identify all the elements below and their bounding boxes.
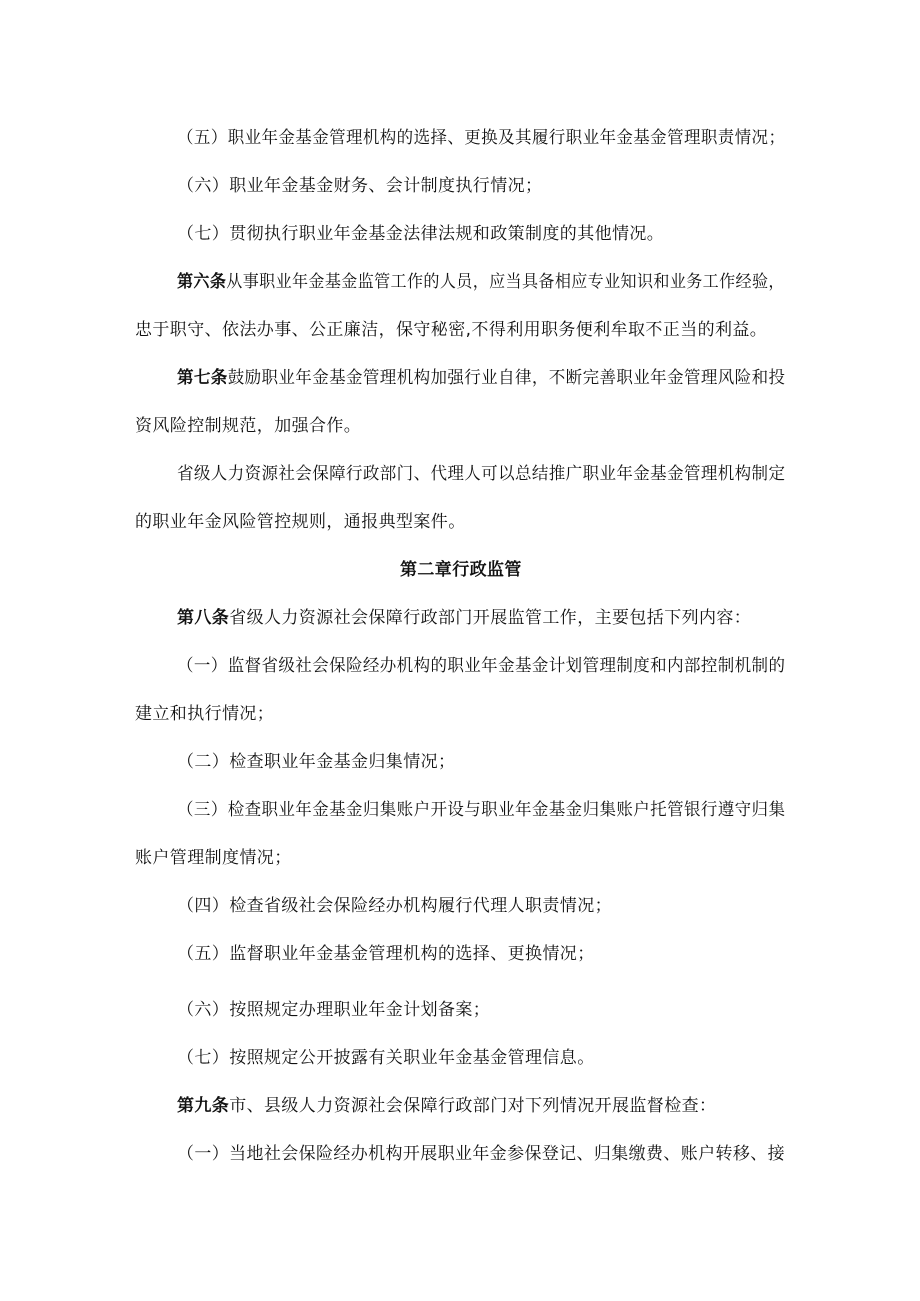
article-number: 第六条	[177, 272, 227, 292]
paragraph-line: （四）检查省级社会保险经办机构履行代理人职责情况；	[177, 896, 612, 916]
paragraph-line: （一）当地社会保险经办机构开展职业年金参保登记、归集缴费、账户转移、接	[177, 1144, 786, 1164]
article-number: 第七条	[177, 368, 228, 388]
article-9-first-line: 第九条市、县级人力资源社会保障行政部门对下列情况开展监督检查：	[177, 1096, 717, 1116]
paragraph-line: （二）检查职业年金基金归集情况；	[177, 752, 456, 772]
paragraph-line: 省级人力资源社会保障行政部门、代理人可以总结推广职业年金基金管理机构制定	[177, 464, 786, 484]
paragraph-line: （五）监督职业年金基金管理机构的选择、更换情况；	[177, 944, 595, 964]
paragraph-line: （七）按照规定公开披露有关职业年金基金管理信息。	[177, 1048, 595, 1068]
paragraph-line: （六）职业年金基金财务、会计制度执行情况；	[177, 176, 543, 196]
paragraph-line: （一）监督省级社会保险经办机构的职业年金基金计划管理制度和内部控制机制的	[177, 656, 786, 676]
chapter-heading: 第二章行政监管	[400, 560, 522, 580]
article-8-first-line: 第八条省级人力资源社会保障行政部门开展监管工作，主要包括下列内容：	[177, 608, 752, 628]
article-7-first-line: 第七条鼓励职业年金基金管理机构加强行业自律，不断完善职业年金管理风险和投	[177, 368, 786, 388]
paragraph-line: 建立和执行情况；	[135, 704, 275, 724]
paragraph-line: 账户管理制度情况；	[135, 848, 292, 868]
paragraph-line: 资风险控制规范，加强合作。	[135, 416, 362, 436]
article-number: 第九条	[177, 1096, 230, 1116]
paragraph-line: （五）职业年金基金管理机构的选择、更换及其履行职业年金基金管理职责情况；	[177, 128, 786, 148]
paragraph-line: 的职业年金风险管控规则，通报典型案件。	[135, 512, 466, 532]
paragraph-line: （六）按照规定办理职业年金计划备案；	[177, 1000, 491, 1020]
paragraph-line: 忠于职守、依法办事、公正廉洁，保守秘密,不得利用职务便利牟取不正当的利益。	[135, 320, 768, 340]
paragraph-line: （七）贯彻执行职业年金基金法律法规和政策制度的其他情况。	[177, 224, 665, 244]
article-number: 第八条	[177, 608, 230, 628]
article-6-first-line: 第六条从事职业年金基金监管工作的人员，应当具备相应专业知识和业务工作经验，	[177, 272, 785, 292]
paragraph-line: （三）检查职业年金基金归集账户开设与职业年金基金归集账户托管银行遵守归集	[177, 800, 786, 820]
